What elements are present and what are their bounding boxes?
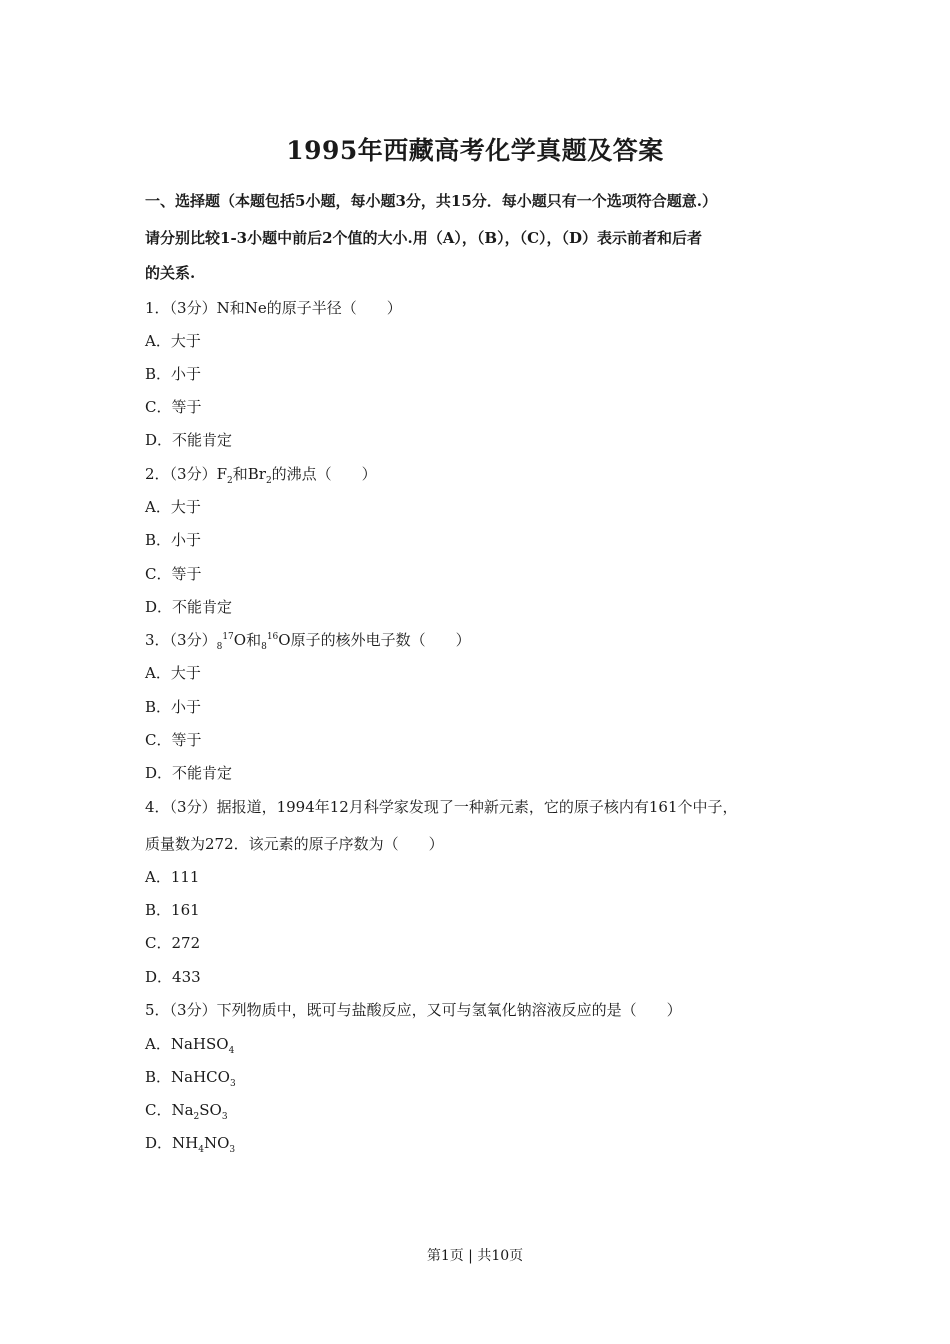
question-1-option-a: A．大于 [145,332,201,350]
question-4-stem-line-2: 质量数为272．该元素的原子序数为（ ） [145,835,444,853]
question-3-option-a: A．大于 [145,664,201,682]
question-4-option-c: C．272 [145,934,201,952]
section-heading: 一、选择题（本题包括5小题，每小题3分，共15分．每小题只有一个选项符合题意.） [145,192,717,210]
page-title: 1995年西藏高考化学真题及答案 [286,136,664,165]
question-3-option-d: D．不能肯定 [145,764,233,782]
question-4-option-a: A．111 [145,868,200,886]
question-5-stem: 5．（3分）下列物质中，既可与盐酸反应，又可与氢氧化钠溶液反应的是（ ） [145,1001,682,1019]
page-footer: 第1页 | 共10页 [426,1248,524,1264]
question-3-option-c: C．等于 [145,731,202,749]
question-2-option-c: C．等于 [145,565,202,583]
question-5-option-c: C．$Na_2SO_3$ [145,1101,228,1122]
question-3-option-b: B．小于 [145,698,202,716]
question-5-option-d: D．$NH_4NO_3$ [145,1134,236,1155]
question-2-option-b: B．小于 [145,531,202,549]
question-1-option-c: C．等于 [145,398,202,416]
question-4-stem-line-1: 4．（3分）据报道，1994年12月科学家发现了一种新元素，它的原子核内有161个中子， [145,798,738,816]
question-5-option-a: A．NaHSO$_4$ [145,1035,235,1056]
instructions-line-1: 请分别比较1-3小题中前后2个值的大小.用（A），（B），（C），（D）表示前者和后者 [145,229,703,247]
instructions-line-2: 的关系. [145,264,196,282]
question-5-option-b: B．NaHCO$_3$ [145,1068,236,1089]
question-1-stem: 1．（3分）N和Ne的原子半径（ ） [145,299,402,317]
question-4-option-d: D．433 [145,968,201,986]
question-2-option-a: A．大于 [145,498,201,516]
question-4-option-b: B．161 [145,901,200,919]
question-3-stem: 3．（3分）$_8^{17}O$和$_8^{16}$O原子的核外电子数（ ） [145,631,471,652]
question-1-option-d: D．不能肯定 [145,431,233,449]
question-1-option-b: B．小于 [145,365,202,383]
question-2-option-d: D．不能肯定 [145,598,233,616]
question-2-stem: 2．（3分）$F_2$和$Br_2$的沸点（ ） [145,465,377,486]
